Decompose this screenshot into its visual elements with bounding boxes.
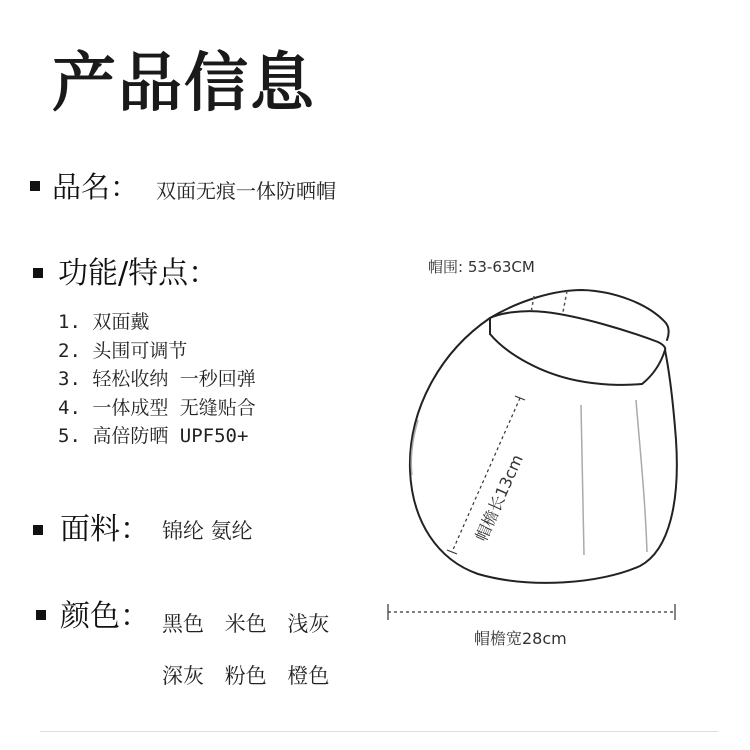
list-item: 1. 双面戴 bbox=[58, 311, 150, 333]
color-option: 米色 bbox=[224, 612, 267, 636]
list-item: 5. 高倍防晒 UPF50+ bbox=[58, 425, 249, 447]
fold-line bbox=[636, 400, 647, 552]
color-option: 黑色 bbox=[162, 612, 204, 636]
opening-edge bbox=[490, 334, 642, 385]
material-label: 面料： bbox=[60, 512, 150, 547]
hat-outline bbox=[410, 318, 677, 583]
list-item: 3. 轻松收纳 一秒回弹 bbox=[58, 368, 256, 390]
list-item: 4. 一体成型 无缝贴合 bbox=[58, 396, 256, 419]
list-item: 2. 头围可调节 bbox=[58, 339, 188, 362]
brim-length-label: 帽檐长13cm bbox=[471, 451, 527, 545]
color-option: 浅灰 bbox=[287, 612, 330, 636]
fold-line bbox=[581, 405, 584, 555]
head-circumference-label: 帽围: 53-63CM bbox=[428, 258, 535, 276]
features-label: 功能/特点： bbox=[58, 256, 219, 291]
name-value: 双面无痕一体防晒帽 bbox=[156, 179, 336, 203]
color-option: 橙色 bbox=[287, 664, 330, 688]
headband-inner bbox=[490, 311, 665, 350]
material-value: 锦纶 氨纶 bbox=[162, 519, 253, 543]
colors-label: 颜色： bbox=[60, 599, 150, 634]
brim-width-label: 帽檐宽28cm bbox=[474, 629, 567, 648]
page-title: 产品信息 bbox=[52, 47, 316, 121]
name-label: 品名： bbox=[52, 170, 140, 204]
bottom-divider bbox=[40, 731, 718, 732]
headband-top bbox=[490, 290, 669, 340]
seam-line bbox=[563, 291, 567, 312]
color-option: 粉色 bbox=[224, 664, 267, 688]
color-option: 深灰 bbox=[162, 664, 204, 688]
